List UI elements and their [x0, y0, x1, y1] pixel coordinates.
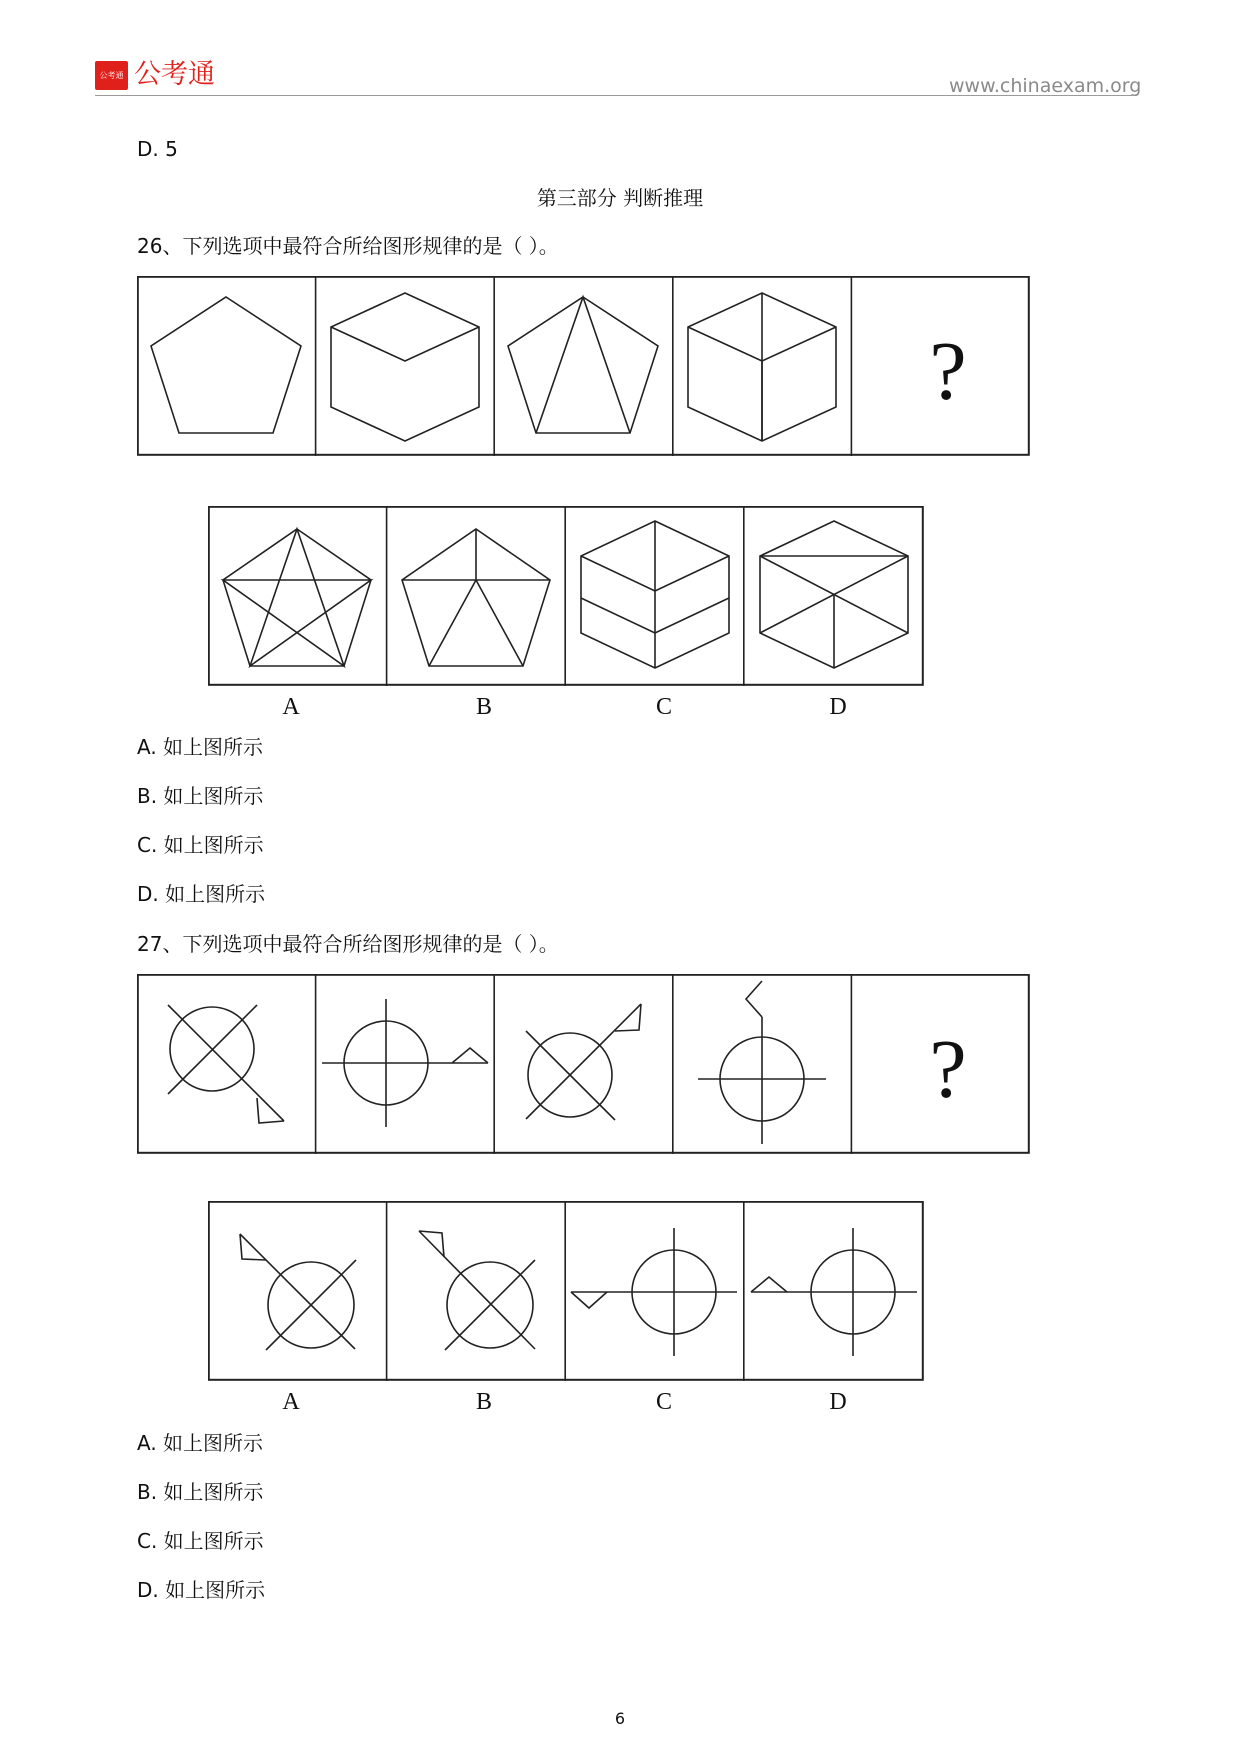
option-letter: D: [829, 1389, 847, 1415]
question-26-option-c[interactable]: C. 如上图所示: [137, 833, 264, 857]
option-d-hexagon-cross-shape: [760, 521, 908, 668]
previous-question-option-d: D. 5: [137, 137, 178, 161]
question-27-option-b[interactable]: B. 如上图所示: [137, 1480, 264, 1504]
option-letter: B: [475, 1389, 493, 1415]
question-27-options-figure: [208, 1201, 924, 1415]
option-letter: A: [282, 694, 300, 720]
cube-shape: [688, 293, 836, 441]
question-26-option-b[interactable]: B. 如上图所示: [137, 784, 264, 808]
question-27-stem: 27、下列选项中最符合所给图形规律的是（ ）。: [137, 932, 559, 956]
question-26-option-a[interactable]: A. 如上图所示: [137, 735, 264, 759]
option-d-circle-plus-flag-shape: [751, 1228, 917, 1356]
sequence-frame: [138, 975, 1029, 1153]
question-27-option-a[interactable]: A. 如上图所示: [137, 1431, 264, 1455]
question-26-stem: 26、下列选项中最符合所给图形规律的是（ ）。: [137, 234, 559, 258]
circle-plus-flag-shape: [698, 981, 826, 1144]
question-26-sequence-figure: [137, 276, 1030, 456]
circle-plus-flag-shape: [322, 999, 488, 1127]
option-letter: C: [655, 694, 673, 720]
sequence-frame: [138, 277, 1029, 455]
page-number: 6: [614, 1709, 626, 1728]
circle-cross-flag-shape: [168, 1005, 284, 1123]
hexagon-with-one-edge-shape: [331, 293, 479, 441]
question-27-option-d[interactable]: D. 如上图所示: [137, 1578, 266, 1602]
option-letter: D: [829, 694, 847, 720]
question-mark: ?: [929, 1023, 967, 1116]
header-divider: [95, 95, 1135, 96]
option-letter: C: [655, 1389, 673, 1415]
question-mark: ?: [929, 325, 967, 418]
option-c-circle-plus-flag-shape: [571, 1228, 737, 1356]
pentagon-shape: [151, 297, 301, 433]
question-27-option-c[interactable]: C. 如上图所示: [137, 1529, 264, 1553]
option-b-circle-cross-flag-shape: [419, 1231, 535, 1350]
option-letter: B: [475, 694, 493, 720]
option-c-cube-band-shape: [581, 521, 729, 668]
section-title: 第三部分 判断推理: [536, 186, 704, 210]
question-26-options-figure: [208, 506, 924, 720]
question-27-sequence-figure: [137, 974, 1030, 1154]
option-a-pentagram-shape: [223, 529, 371, 666]
pentagon-with-triangle-shape: [508, 297, 658, 433]
question-26-option-d[interactable]: D. 如上图所示: [137, 882, 266, 906]
circle-cross-flag-shape: [526, 1004, 641, 1120]
option-letter: A: [282, 1389, 300, 1415]
option-a-circle-cross-flag-shape: [240, 1234, 356, 1350]
site-url[interactable]: www.chinaexam.org: [949, 75, 1142, 97]
brand-logo-text: 公考通: [134, 59, 215, 90]
option-b-pentagon-triangle-shape: [402, 529, 550, 666]
brand-logo-mark: 公考通: [95, 61, 128, 90]
